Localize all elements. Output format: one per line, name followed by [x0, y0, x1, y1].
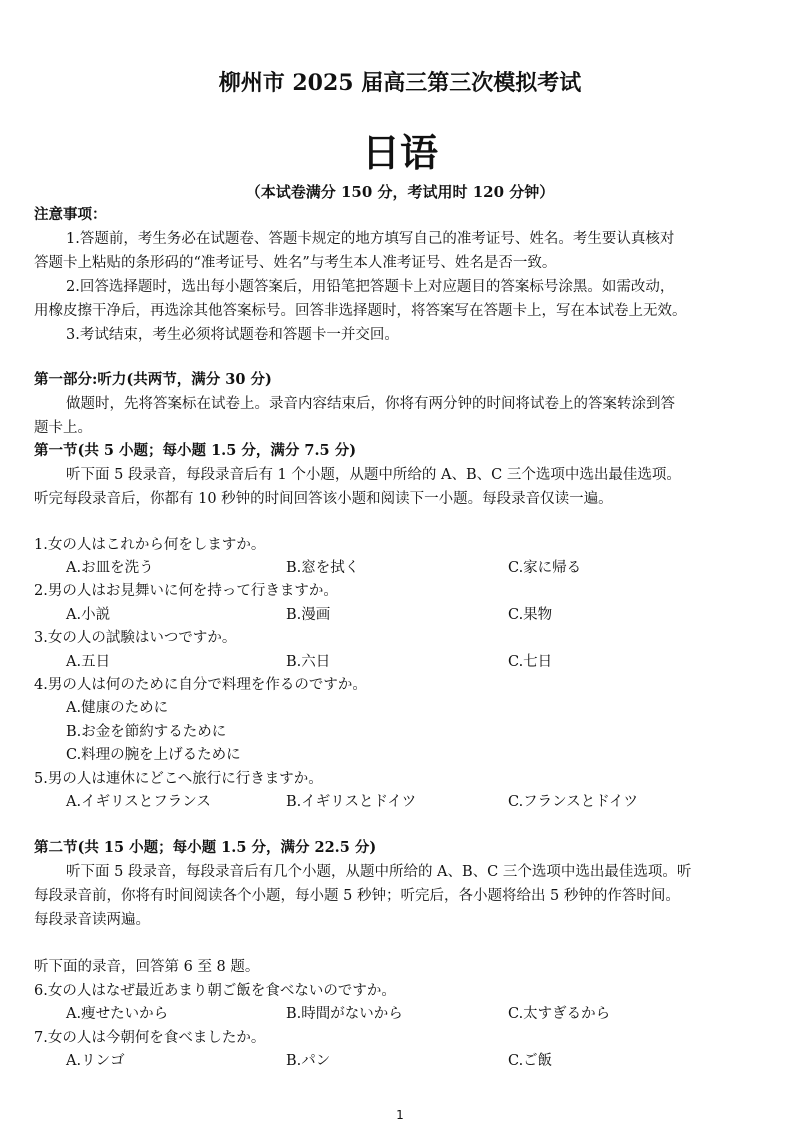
option-c[interactable]: C.七日 [508, 654, 553, 670]
option-b[interactable]: B.窓を拭く [286, 560, 360, 576]
option-b[interactable]: B.イギリスとドイツ [286, 794, 417, 810]
option-c[interactable]: C.フランスとドイツ [508, 794, 639, 810]
option-c[interactable]: C.果物 [508, 607, 553, 623]
section2-intro: 每段录音读两遍。 [34, 912, 150, 928]
exam-note: （本试卷满分 150 分，考试用时 120 分钟） [245, 183, 555, 201]
section2-heading: 第二节(共 15 小题；每小题 1.5 分，满分 22.5 分) [34, 839, 377, 856]
option-c[interactable]: C.家に帰る [508, 560, 582, 576]
part1-heading: 第一部分:听力(共两节，满分 30 分) [34, 371, 272, 388]
question-stem: 2.男の人はお見舞いに何を持って行きますか。 [34, 583, 338, 599]
notice-line: 2.回答选择题时，选出每小题答案后，用铅笔把答题卡上对应题目的答案标号涂黑。如需改动， [66, 279, 675, 295]
option-c[interactable]: C.太すぎるから [508, 1006, 611, 1022]
notice-line: 1.答题前，考生务必在试题卷、答题卡规定的地方填写自己的准考证号、姓名。考生要认真核对 [66, 231, 675, 247]
option-b[interactable]: B.六日 [286, 654, 331, 670]
page-number: 1 [396, 1108, 404, 1122]
option-a[interactable]: A.イギリスとフランス [66, 794, 211, 810]
option-a[interactable]: A.小説 [66, 607, 111, 623]
option-c[interactable]: C.ご飯 [508, 1053, 553, 1069]
option-b[interactable]: B.時間がないから [286, 1006, 403, 1022]
option-b[interactable]: B.お金を節約するために [66, 724, 227, 740]
option-c[interactable]: C.料理の腕を上げるために [66, 747, 241, 763]
question-stem: 3.女の人の試験はいつですか。 [34, 630, 237, 646]
subject-title: 日语 [361, 131, 438, 175]
section1-intro: 听下面 5 段录音，每段录音后有 1 个小题，从题中所给的 A、B、C 三个选项中选出最佳选项。 [66, 467, 681, 483]
question-stem: 4.男の人は何のために自分で料理を作るのですか。 [34, 677, 367, 693]
group-instruction: 听下面的录音，回答第 6 至 8 题。 [34, 959, 260, 975]
option-a[interactable]: A.リンゴ [66, 1053, 125, 1069]
section1-heading: 第一节(共 5 小题；每小题 1.5 分，满分 7.5 分) [34, 442, 357, 459]
option-a[interactable]: A.健康のために [66, 700, 169, 716]
part1-intro: 题卡上。 [34, 420, 92, 436]
question-stem: 6.女の人はなぜ最近あまり朝ご飯を食べないのですか。 [34, 983, 396, 999]
notice-heading: 注意事项： [34, 206, 107, 223]
section2-intro: 每段录音前，你将有时间阅读各个小题，每小题 5 秒钟；听完后，各小题将给出 5 秒钟的作答时间。 [34, 888, 680, 904]
section2-intro: 听下面 5 段录音，每段录音后有几个小题，从题中所给的 A、B、C 三个选项中选出最佳选项。听 [66, 864, 692, 880]
option-a[interactable]: A.お皿を洗う [66, 560, 154, 576]
exam-title: 柳州市 2025 届高三第三次模拟考试 [218, 70, 582, 96]
notice-line: 用橡皮擦干净后，再选涂其他答案标号。回答非选择题时，将答案写在答题卡上，写在本试卷上无效。 [34, 303, 687, 319]
section1-intro: 听完每段录音后，你都有 10 秒钟的时间回答该小题和阅读下一小题。每段录音仅读一遍。 [34, 491, 613, 507]
question-stem: 1.女の人はこれから何をしますか。 [34, 537, 266, 553]
option-a[interactable]: A.痩せたいから [66, 1006, 169, 1022]
notice-line: 3.考试结束，考生必须将试题卷和答题卡一并交回。 [66, 327, 399, 343]
option-a[interactable]: A.五日 [66, 654, 111, 670]
part1-intro: 做题时，先将答案标在试卷上。录音内容结束后，你将有两分钟的时间将试卷上的答案转涂到答 [66, 396, 675, 412]
question-stem: 5.男の人は連休にどこへ旅行に行きますか。 [34, 771, 323, 787]
notice-line: 答题卡上粘贴的条形码的“准考证号、姓名”与考生本人准考证号、姓名是否一致。 [34, 255, 557, 271]
option-b[interactable]: B.漫画 [286, 607, 331, 623]
option-b[interactable]: B.パン [286, 1053, 331, 1069]
question-stem: 7.女の人は今朝何を食べましたか。 [34, 1030, 266, 1046]
